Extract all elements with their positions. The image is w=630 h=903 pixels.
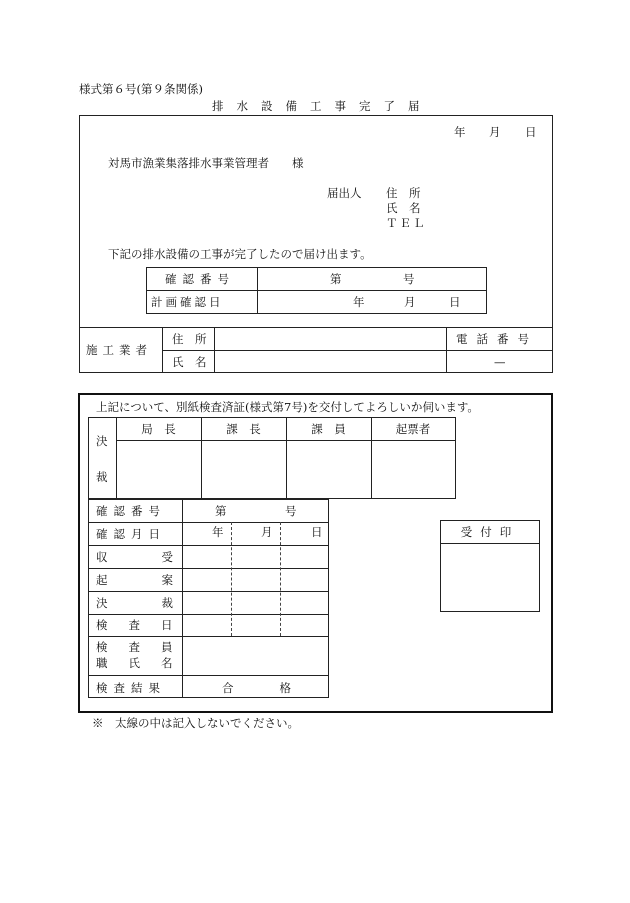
- contractor-name-label: 氏 名: [172, 355, 207, 369]
- approver-section-chief: 課 長: [226, 422, 261, 436]
- phone-dash: —: [494, 355, 506, 369]
- contractor-address-label: 住 所: [172, 332, 207, 346]
- office-month: 月: [261, 525, 273, 539]
- approver-director: 局 長: [141, 422, 176, 436]
- result-pass: 合 格: [222, 681, 291, 695]
- applicant-label: 届出人: [327, 186, 362, 200]
- plan-confirm-date-label: 計画確認日: [151, 295, 224, 309]
- form-title: 排水設備工事完了届: [212, 99, 433, 113]
- kessai-bottom: 裁: [96, 470, 108, 484]
- addressee: 対馬市漁業集落排水事業管理者 様: [108, 156, 304, 170]
- row-confirm-no: 確認番号: [96, 504, 166, 518]
- office-no-prefix: 第: [215, 504, 227, 518]
- footnote: ※ 太線の中は記入しないでください。: [92, 716, 299, 730]
- row-inspect-date: 検査日: [96, 618, 194, 632]
- row-result: 検査結果: [96, 681, 166, 695]
- applicant-tel-label: ＴＥＬ: [386, 216, 427, 230]
- application-section: [79, 115, 553, 328]
- office-no-suffix: 号: [285, 504, 297, 518]
- office-note: 上記について、別紙検査済証(様式第7号)を交付してよろしいか伺います。: [96, 400, 479, 414]
- row-inspector: 検査員: [96, 640, 194, 654]
- approver-staff: 課 員: [311, 422, 346, 436]
- kessai-top: 決: [96, 434, 108, 448]
- plan-day: 日: [449, 295, 461, 309]
- reception-stamp-box: [440, 520, 540, 612]
- date-month: 月: [489, 125, 501, 139]
- office-day: 日: [311, 525, 323, 539]
- contractor-label: 施工業者: [86, 343, 152, 357]
- row-decide: 決裁: [96, 596, 227, 610]
- stamp-label: 受付印: [460, 525, 520, 539]
- confirm-table: [146, 267, 487, 314]
- approver-drafter: 起票者: [395, 422, 431, 436]
- processing-table: [88, 499, 329, 698]
- applicant-name-label: 氏 名: [386, 201, 421, 215]
- contractor-table: [79, 327, 553, 373]
- approval-grid: [88, 417, 456, 499]
- row-receive: 収受: [96, 550, 227, 564]
- row-inspector-title: 職氏名: [96, 656, 194, 670]
- phone-label: 電話番号: [456, 332, 538, 346]
- office-year: 年: [212, 525, 224, 539]
- completion-statement: 下記の排水設備の工事が完了したので届け出ます。: [108, 247, 372, 261]
- applicant-address-label: 住 所: [386, 186, 421, 200]
- office-use-section: [78, 393, 553, 713]
- row-draft: 起案: [96, 573, 227, 587]
- confirm-no-suffix: 号: [403, 272, 415, 286]
- date-day: 日: [525, 125, 537, 139]
- row-confirm-date: 確認月日: [96, 527, 166, 541]
- form-number: 様式第６号(第９条関係): [79, 82, 203, 96]
- date-year: 年: [454, 125, 466, 139]
- confirm-number-label: 確認番号: [165, 272, 235, 286]
- plan-year: 年: [353, 295, 365, 309]
- confirm-no-prefix: 第: [330, 272, 342, 286]
- plan-month: 月: [404, 295, 416, 309]
